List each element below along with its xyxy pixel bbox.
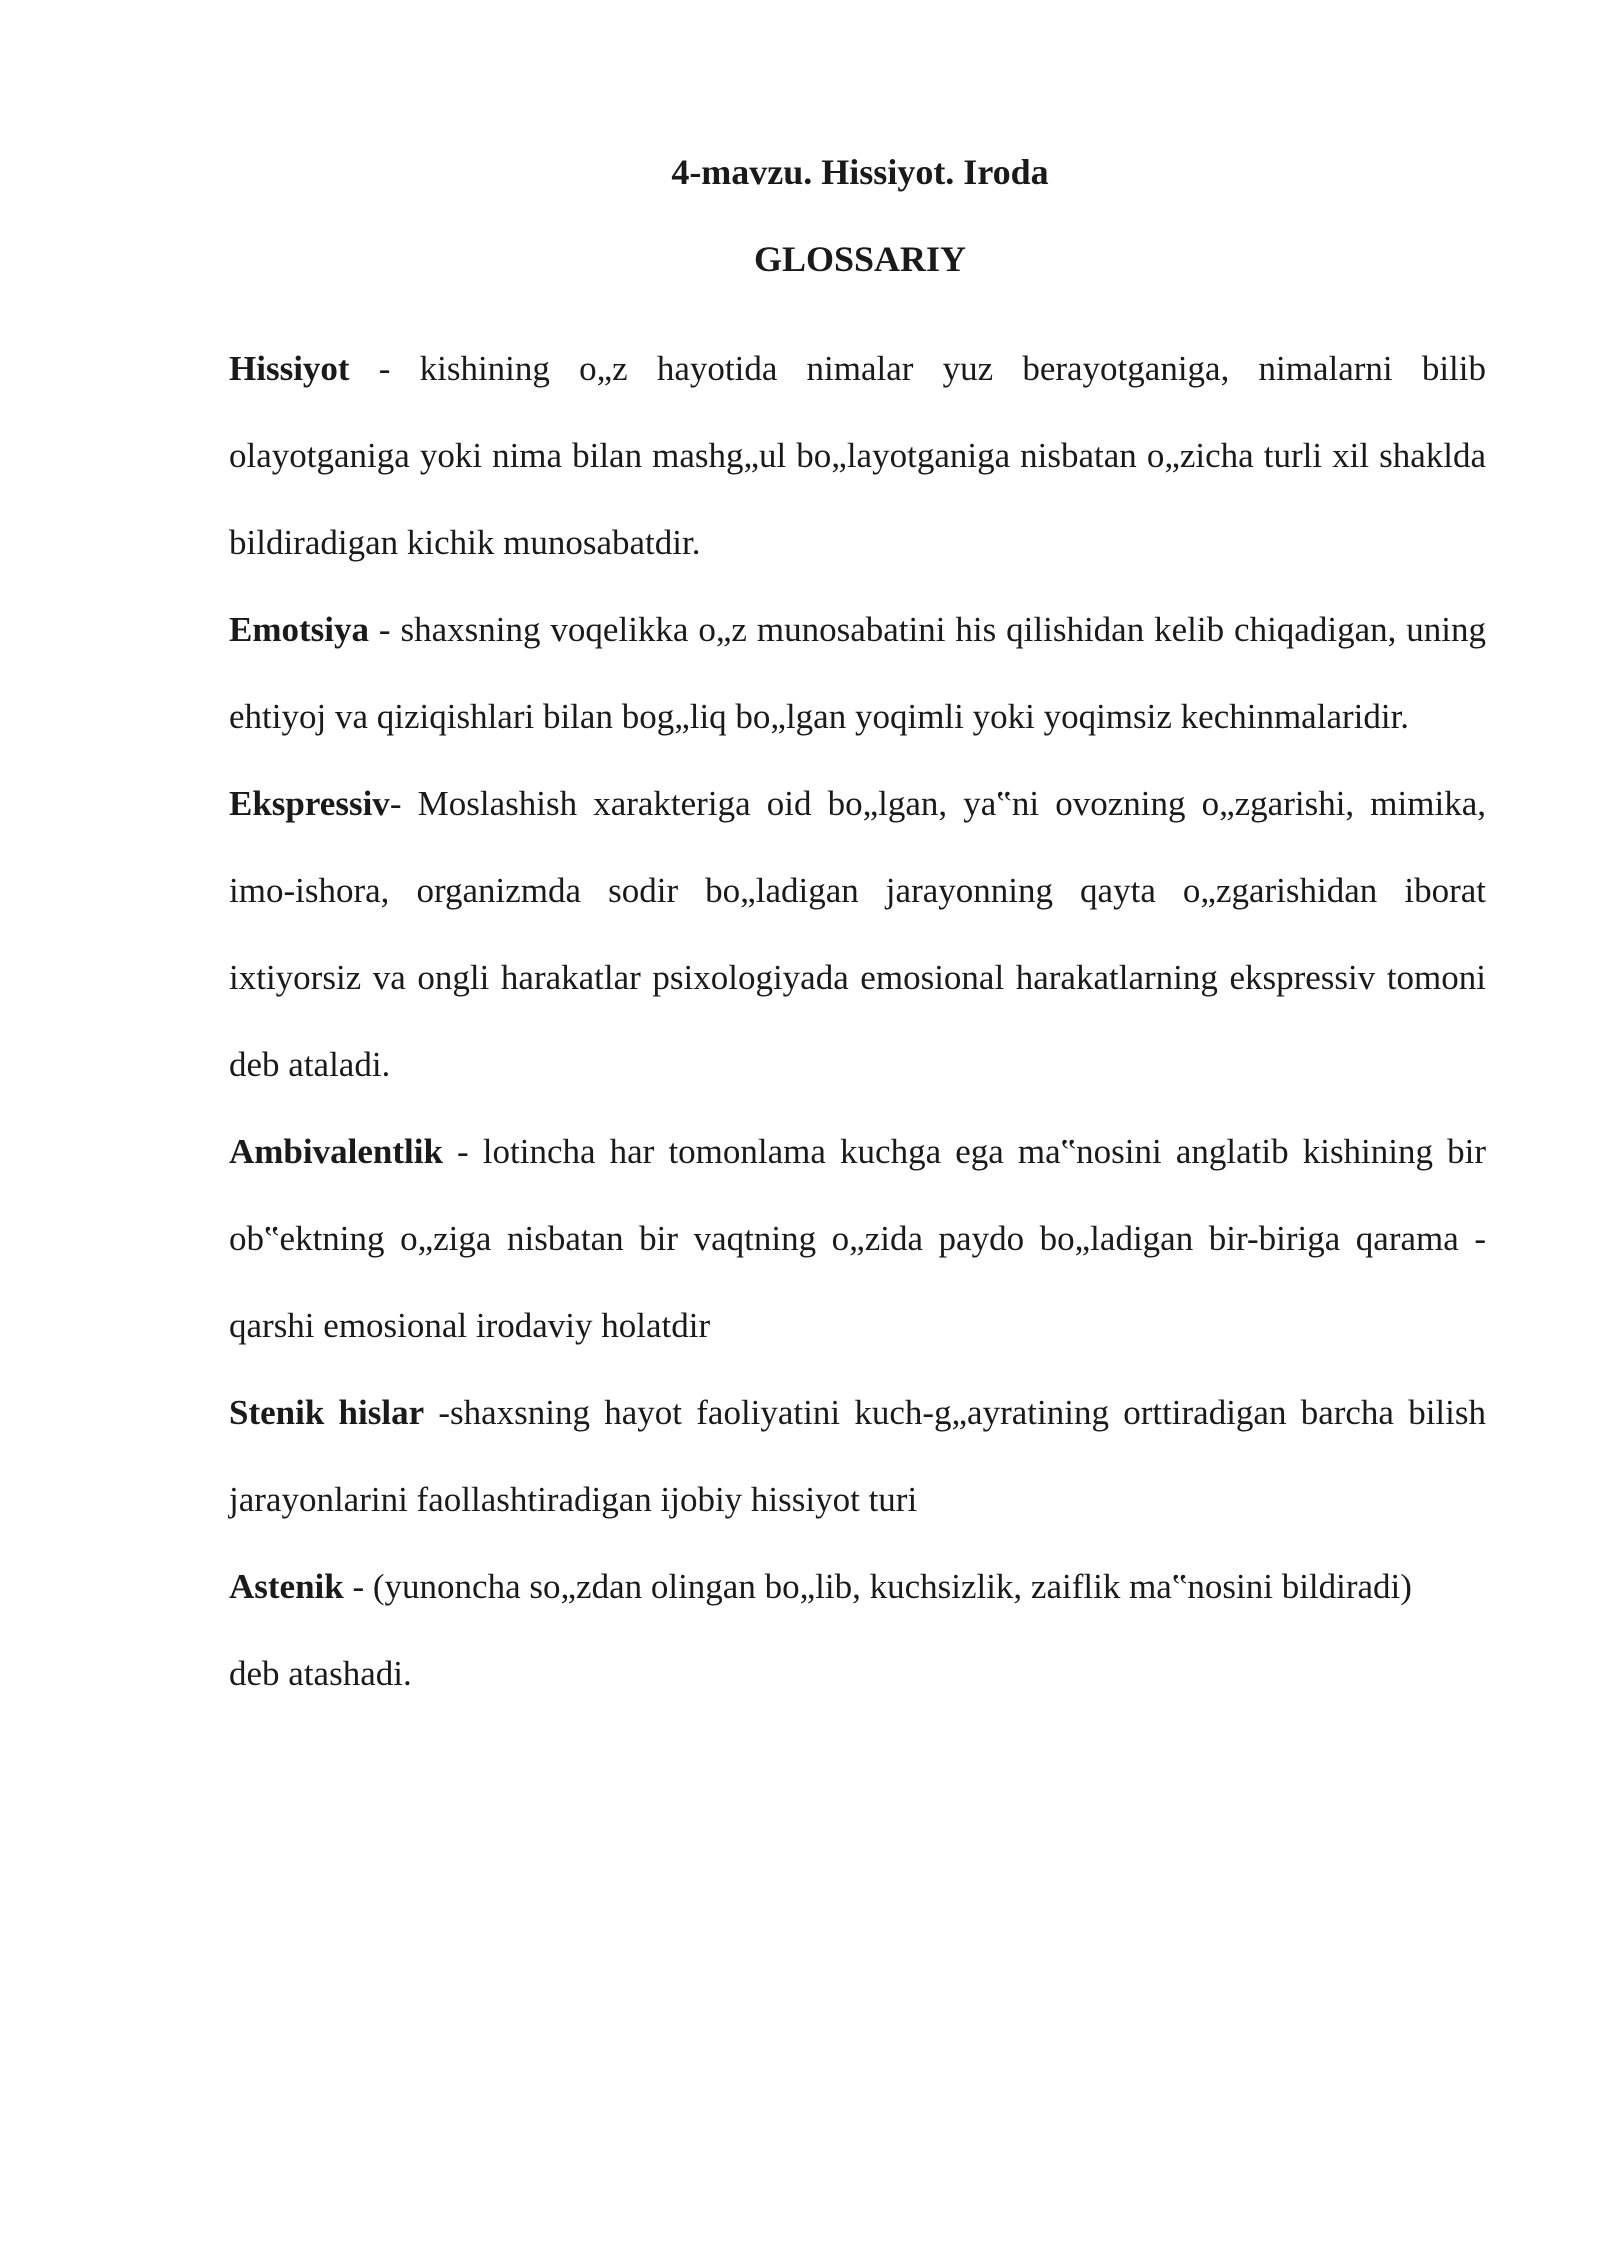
glossary-term: Ambivalentlik: [229, 1132, 443, 1171]
glossary-definition: - kishining o„z hayotida nimalar yuz berayotganiga, nimalarni bilib olayotganiga yoki nima bilan mashg„ul bo„layotganiga nisbatan o„zicha turli xil shaklda bildiradigan kichik munosabatdir.: [229, 349, 1486, 562]
glossary-entry-astenik: [229, 1543, 1486, 1630]
glossary-term: Emotsiya: [229, 610, 369, 649]
glossary-definition: - lotincha har tomonlama kuchga ega ma‟nosini anglatib kishining bir ob‟ektning o„ziga nisbatan bir vaqtning o„zida paydo bo„ladigan bir-biriga qarama - qarshi emosional irodaviy holatdir: [229, 1132, 1486, 1345]
glossary-list: [229, 325, 1486, 1717]
glossary-entry-hissiyot: [229, 325, 1486, 586]
glossary-definition: - (yunoncha so„zdan olingan bo„lib, kuchsizlik, zaiflik ma‟nosini bildiradi): [343, 1567, 1412, 1606]
document-title: 4-mavzu. Hissiyot. Iroda: [671, 152, 1049, 192]
glossary-definition: -shaxsning hayot faoliyatini kuch-g„ayratining orttiradigan barcha bilish jarayonlarini faollashtiradigan ijobiy hissiyot turi: [229, 1393, 1486, 1519]
trailing-text: deb atashadi.: [229, 1654, 412, 1693]
glossary-term: Ekspressiv: [229, 784, 390, 823]
glossary-entry-stenik-hislar: [229, 1369, 1486, 1543]
glossary-term: Hissiyot: [229, 349, 350, 388]
glossary-entry-emotsiya: [229, 586, 1486, 760]
glossary-definition: - Moslashish xarakteriga oid bo„lgan, ya‟ni ovozning o„zgarishi, mimika, imo-ishora, organizmda sodir bo„ladigan jarayonning qayta o„zgarishidan iborat ixtiyorsiz va ongli harakatlar psixologiyada emosional harakatlarning ekspressiv tomoni deb ataladi.: [229, 784, 1486, 1084]
glossary-entry-ekspressiv: [229, 760, 1486, 1108]
glossary-heading: GLOSSARIY: [753, 239, 967, 279]
glossary-term: Stenik hislar: [229, 1393, 425, 1432]
glossary-entry-ambivalentlik: [229, 1108, 1486, 1369]
glossary-term: Astenik: [229, 1567, 344, 1606]
glossary-definition: - shaxsning voqelikka o„z munosabatini his qilishidan kelib chiqadigan, uning ehtiyoj va qiziqishlari bilan bog„liq bo„lgan yoqimli yoki yoqimsiz kechinmalaridir.: [229, 610, 1486, 736]
